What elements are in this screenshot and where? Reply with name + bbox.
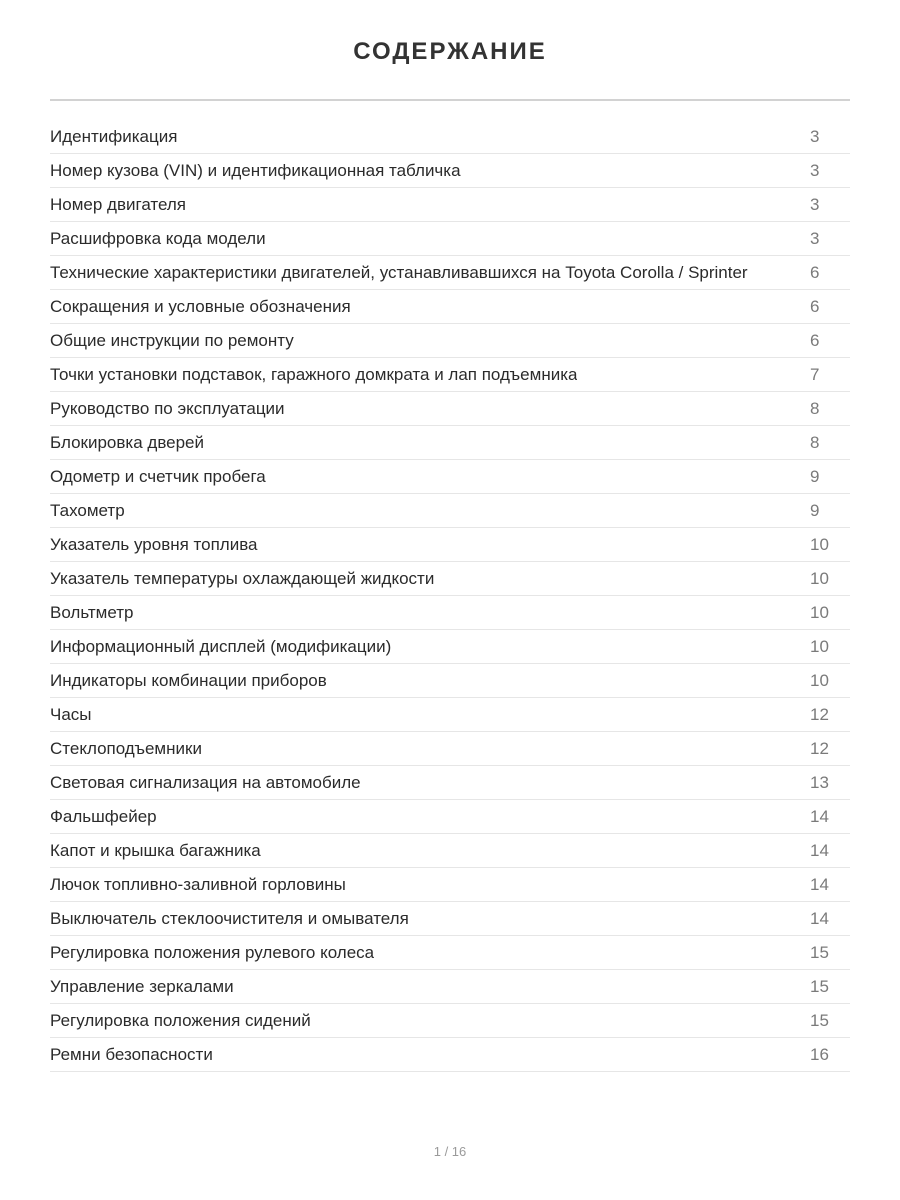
toc-entry[interactable]	[50, 970, 850, 1004]
toc-entry[interactable]	[50, 1004, 850, 1038]
toc-entry-title[interactable]: Номер двигателя	[50, 194, 187, 214]
toc-entry-title[interactable]: Указатель уровня топлива	[50, 534, 258, 554]
toc-entry[interactable]	[50, 426, 850, 460]
toc-entry-page-number: 13	[810, 772, 829, 792]
toc-entry-page-number: 10	[810, 636, 829, 656]
toc-entry[interactable]	[50, 188, 850, 222]
toc-entry-title[interactable]: Часы	[50, 704, 92, 724]
toc-entry-title[interactable]: Идентификация	[50, 126, 178, 146]
toc-entry-page-number: 10	[810, 534, 829, 554]
page-title: СОДЕРЖАНИЕ	[353, 38, 547, 65]
toc-entry[interactable]	[50, 630, 850, 664]
toc-entry-title[interactable]: Указатель температуры охлаждающей жидкости	[50, 568, 435, 588]
toc-entry-page-number: 3	[810, 228, 820, 248]
toc-entry-page-number: 14	[810, 874, 829, 894]
toc-entry[interactable]	[50, 562, 850, 596]
toc-entry[interactable]	[50, 222, 850, 256]
toc-entry-title[interactable]: Технические характеристики двигателей, устанавливавшихся на Toyota Corolla / Sprinter	[50, 262, 748, 282]
toc-entry-page-number: 16	[810, 1044, 829, 1064]
toc-entry[interactable]	[50, 596, 850, 630]
toc-entry-page-number: 14	[810, 908, 829, 928]
toc-entry-page-number: 12	[810, 704, 829, 724]
toc-entry-page-number: 3	[810, 160, 820, 180]
toc-entry[interactable]	[50, 902, 850, 936]
toc-entry-title[interactable]: Тахометр	[50, 500, 125, 520]
toc-entry-title[interactable]: Сокращения и условные обозначения	[50, 296, 351, 316]
toc-entry-title[interactable]: Управление зеркалами	[50, 976, 234, 996]
toc-entry-page-number: 10	[810, 670, 829, 690]
toc-entry-title[interactable]: Общие инструкции по ремонту	[50, 330, 294, 350]
toc-entry-page-number: 3	[810, 194, 820, 214]
toc-entry[interactable]	[50, 766, 850, 800]
toc-entry-title[interactable]: Ремни безопасности	[50, 1044, 213, 1064]
toc-entry[interactable]	[50, 460, 850, 494]
toc-entry[interactable]	[50, 698, 850, 732]
toc-entry-page-number: 14	[810, 840, 829, 860]
toc-entry[interactable]	[50, 800, 850, 834]
page-number: 1 / 16	[433, 1144, 467, 1159]
toc-entry[interactable]	[50, 358, 850, 392]
toc-entry[interactable]	[50, 494, 850, 528]
toc-entry[interactable]	[50, 392, 850, 426]
toc-entry-title[interactable]: Номер кузова (VIN) и идентификационная табличка	[50, 160, 461, 180]
toc-entry-title[interactable]: Расшифровка кода модели	[50, 228, 266, 248]
toc-entry-page-number: 7	[810, 364, 820, 384]
toc-entry-title[interactable]: Фальшфейер	[50, 806, 157, 826]
toc-entry-title[interactable]: Руководство по эксплуатации	[50, 398, 285, 418]
toc-entry-page-number: 8	[810, 398, 820, 418]
toc-entry[interactable]	[50, 256, 850, 290]
title-divider	[50, 99, 850, 101]
toc-entry-title[interactable]: Индикаторы комбинации приборов	[50, 670, 327, 690]
toc-entry-page-number: 8	[810, 432, 820, 452]
toc-entry-title[interactable]: Световая сигнализация на автомобиле	[50, 772, 361, 792]
toc-entry-title[interactable]: Лючок топливно-заливной горловины	[50, 874, 346, 894]
toc-entry[interactable]	[50, 528, 850, 562]
toc-entry-title[interactable]: Выключатель стеклоочистителя и омывателя	[50, 908, 409, 928]
toc-entry-page-number: 3	[810, 126, 820, 146]
toc-entry-title[interactable]: Стеклоподъемники	[50, 738, 202, 758]
toc-entry-title[interactable]: Капот и крышка багажника	[50, 840, 261, 860]
toc-entry-title[interactable]: Точки установки подставок, гаражного домкрата и лап подъемника	[50, 364, 578, 384]
toc-entry-title[interactable]: Одометр и счетчик пробега	[50, 466, 266, 486]
toc-entry-page-number: 15	[810, 976, 829, 996]
toc-entry[interactable]	[50, 290, 850, 324]
toc-entry[interactable]	[50, 936, 850, 970]
toc-entry[interactable]	[50, 120, 850, 154]
toc-entry-page-number: 10	[810, 568, 829, 588]
toc-entry-page-number: 14	[810, 806, 829, 826]
toc-entry[interactable]	[50, 732, 850, 766]
toc-entry-title[interactable]: Регулировка положения рулевого колеса	[50, 942, 375, 962]
toc-entry[interactable]	[50, 834, 850, 868]
toc-entry-page-number: 6	[810, 296, 820, 316]
toc-entry[interactable]	[50, 1038, 850, 1072]
toc-entry-page-number: 9	[810, 500, 820, 520]
toc-entry[interactable]	[50, 664, 850, 698]
toc-entry-page-number: 10	[810, 602, 829, 622]
table-of-contents	[50, 120, 850, 1072]
toc-entry-title[interactable]: Информационный дисплей (модификации)	[50, 636, 392, 656]
toc-entry-page-number: 9	[810, 466, 820, 486]
toc-entry-page-number: 15	[810, 1010, 829, 1030]
toc-entry-title[interactable]: Блокировка дверей	[50, 432, 205, 452]
toc-entry-page-number: 6	[810, 330, 820, 350]
toc-entry[interactable]	[50, 868, 850, 902]
toc-entry-page-number: 6	[810, 262, 820, 282]
toc-entry-page-number: 15	[810, 942, 829, 962]
toc-entry[interactable]	[50, 154, 850, 188]
toc-entry[interactable]	[50, 324, 850, 358]
toc-entry-title[interactable]: Регулировка положения сидений	[50, 1010, 311, 1030]
toc-entry-title[interactable]: Вольтметр	[50, 602, 134, 622]
toc-entry-page-number: 12	[810, 738, 829, 758]
